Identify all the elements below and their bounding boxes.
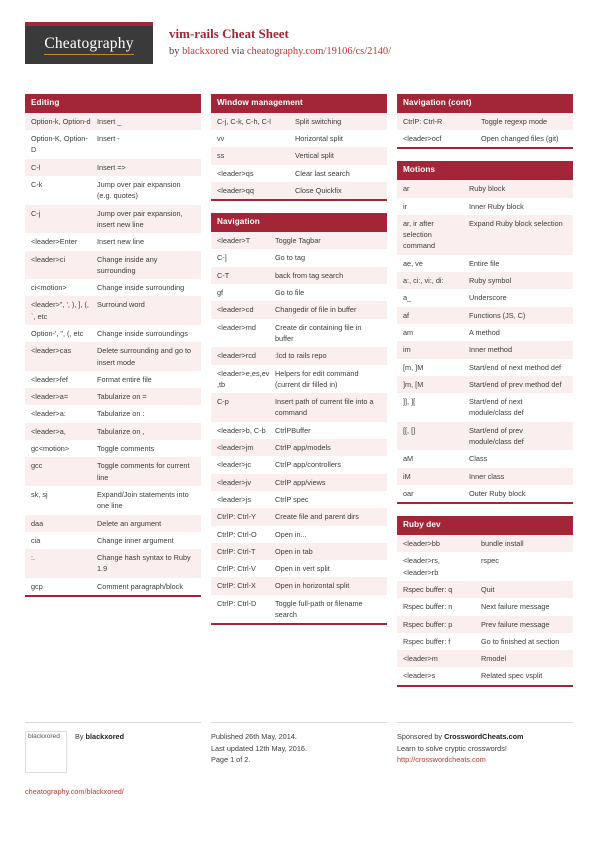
shortcut-key: ae, ve — [403, 258, 423, 268]
shortcut-description: Vertical split — [295, 151, 334, 161]
shortcut-key: Option-K, Option-D — [31, 134, 88, 155]
shortcut-key: CtrlP: Ctrl-V — [217, 564, 256, 574]
card-title: Editing — [25, 94, 201, 113]
shortcut-key: CtrlP: Ctrl-Y — [217, 512, 256, 522]
byline — [169, 44, 391, 59]
table-row — [25, 532, 201, 549]
shortcut-key: cia — [31, 535, 41, 545]
shortcut-key: ir — [403, 201, 408, 211]
shortcut-key: <leader>rcd — [217, 351, 256, 361]
card-ruby-dev — [397, 516, 573, 687]
shortcut-description: Ruby symbol — [469, 276, 512, 286]
shortcut-key: gcp — [31, 581, 43, 591]
author-profile-link[interactable]: cheatography.com/blackxored/ — [25, 787, 124, 796]
shortcut-key: C-j — [31, 208, 41, 218]
shortcut-key: CtrlP: Ctrl-D — [217, 598, 257, 608]
shortcut-key: a_ — [403, 293, 412, 303]
shortcut-description: Inner class — [469, 471, 505, 481]
shortcut-description: Helpers for edit command (current dir filled in) — [275, 368, 359, 389]
shortcut-description: Go to file — [275, 288, 305, 298]
shortcut-description: Toggle Tagbar — [275, 236, 321, 246]
shortcut-key: <leader>a: — [31, 409, 66, 419]
shortcut-key: <leader>", ', ), ], (, `, etc — [31, 300, 89, 321]
shortcut-description: Tabularize on = — [97, 392, 147, 402]
shortcut-key: Rspec buffer: p — [403, 619, 453, 629]
shortcut-key: iM — [403, 471, 411, 481]
shortcut-description: Split switching — [295, 116, 342, 126]
table-row — [25, 405, 201, 422]
table-row — [397, 422, 573, 451]
table-row — [397, 376, 573, 393]
shortcut-key: aM — [403, 454, 414, 464]
table-row — [211, 267, 387, 284]
table-row — [25, 423, 201, 440]
shortcut-description: Change inside surrounding — [97, 283, 185, 293]
shortcut-description: Close Quickfix — [295, 186, 342, 196]
shortcut-key: am — [403, 327, 414, 337]
shortcut-key: <leader>ocf — [403, 134, 442, 144]
shortcut-description: Insert => — [97, 162, 126, 172]
table-row — [211, 249, 387, 266]
shortcut-description: Related spec vsplit — [481, 671, 543, 681]
shortcut-description: Start/end of next method def — [469, 362, 562, 372]
shortcut-description: Change inside surroundings — [97, 329, 188, 338]
shortcut-key: C-k — [31, 180, 43, 190]
shortcut-key: af — [403, 310, 410, 320]
table-row — [397, 393, 573, 422]
table-row — [397, 616, 573, 633]
table-row — [211, 182, 387, 199]
shortcut-description: Surround word — [97, 300, 145, 310]
table-row — [25, 440, 201, 457]
table-row — [397, 289, 573, 306]
column-3 — [397, 94, 573, 699]
card-motions — [397, 161, 573, 504]
shortcut-key: a:, ci:, vi:, di: — [403, 276, 444, 286]
shortcut-key: C-p — [217, 397, 229, 407]
avatar: blackxored — [25, 731, 67, 773]
shortcut-key: daa — [31, 518, 44, 528]
shortcut-description: Inner Ruby block — [469, 201, 524, 211]
shortcut-key: CtrlP: Ctrl-O — [217, 529, 257, 539]
table-row — [211, 439, 387, 456]
table-row — [397, 485, 573, 502]
table-row — [211, 595, 387, 624]
table-row — [25, 205, 201, 234]
table-row — [25, 176, 201, 205]
shortcut-description: bundle install — [481, 539, 524, 549]
shortcut-key: sk, sj — [31, 489, 48, 499]
author-byline — [75, 731, 124, 743]
shortcut-key: ]], ][ — [403, 397, 416, 407]
shortcut-key: ]m, [M — [403, 379, 424, 389]
card-editing — [25, 94, 201, 597]
table-row — [397, 130, 573, 147]
table-row — [25, 251, 201, 280]
shortcut-key: [m, ]M — [403, 362, 424, 372]
page-number: Page 1 of 2. — [211, 755, 251, 765]
shortcut-key: <leader>s — [403, 671, 436, 681]
table-row — [211, 365, 387, 394]
table-row — [397, 535, 573, 552]
table-row — [25, 325, 201, 342]
shortcut-description: Create file and parent dirs — [275, 512, 359, 522]
shortcut-description: Jump over pair expansion (e.g. quotes) — [97, 180, 181, 201]
shortcut-key: <leader>jv — [217, 477, 252, 487]
shortcut-description: Toggle regexp mode — [481, 116, 548, 126]
table-row — [397, 255, 573, 272]
table-row — [25, 388, 201, 405]
table-row — [211, 422, 387, 439]
shortcut-key: gf — [217, 288, 224, 298]
shortcut-key: gc<motion> — [31, 444, 70, 454]
shortcut-description: Insert path of current file into a command — [275, 397, 374, 418]
shortcut-description: Entire file — [469, 258, 500, 268]
table-row — [397, 450, 573, 467]
table-row — [211, 284, 387, 301]
column-1 — [25, 94, 201, 609]
table-row — [397, 215, 573, 255]
table-row — [211, 474, 387, 491]
card-title: Ruby dev — [397, 516, 573, 535]
table-row — [211, 456, 387, 473]
shortcut-description: Expand/Join statements into one line — [97, 489, 189, 511]
shortcut-key: C-T — [217, 270, 230, 280]
shortcut-description: CtrlP app/models — [275, 443, 331, 453]
table-row — [211, 113, 387, 130]
byline-source-link[interactable]: cheatography.com/19106/cs/2140/ — [246, 45, 392, 57]
author-row — [25, 731, 201, 773]
shortcut-description: Rmodel — [481, 654, 507, 664]
shortcut-key: ss — [217, 151, 225, 161]
table-row — [397, 650, 573, 667]
shortcut-description: Start/end of next module/class def — [469, 397, 524, 418]
shortcut-description: Open in vert split — [275, 564, 330, 574]
shortcut-description: Start/end of prev method def — [469, 379, 562, 389]
table-row — [397, 552, 573, 581]
cheatography-logo[interactable] — [25, 22, 153, 64]
table-row — [211, 526, 387, 543]
shortcut-key: <leader>md — [217, 322, 256, 332]
footer-author-block — [25, 722, 201, 798]
shortcut-description: Underscore — [469, 293, 507, 303]
table-row — [397, 324, 573, 341]
updated-date: Last updated 12th May, 2016. — [211, 743, 308, 753]
shortcut-key: [[, [] — [403, 425, 416, 435]
table-row — [25, 113, 201, 130]
shortcut-description: CtrlP app/views — [275, 477, 326, 487]
footer-sponsor-block — [397, 722, 573, 798]
shortcut-key: Rspec buffer: f — [403, 636, 451, 646]
table-row — [211, 508, 387, 525]
shortcut-key: <leader>e,es,ev,tb — [217, 368, 270, 389]
card-title: Window management — [211, 94, 387, 113]
shortcut-key: <leader>jm — [217, 443, 254, 453]
shortcut-key: Option-', ", (, etc — [31, 329, 84, 338]
shortcut-description: :lcd to rails repo — [275, 351, 327, 361]
shortcut-description: Open in... — [275, 529, 307, 539]
shortcut-key: C-] — [217, 253, 227, 263]
table-row — [211, 147, 387, 164]
table-row — [397, 581, 573, 598]
table-row — [211, 232, 387, 249]
shortcut-key: <leader>qq — [217, 186, 254, 196]
shortcut-key: :. — [31, 553, 36, 563]
shortcut-description: A method — [469, 327, 500, 337]
shortcut-key: CtrlP: Ctrl-X — [217, 581, 256, 591]
shortcut-description: back from tag search — [275, 270, 344, 280]
shortcut-key: <leader>js — [217, 494, 252, 504]
shortcut-description: rspec — [481, 556, 499, 566]
shortcut-description: Start/end of prev module/class def — [469, 425, 524, 447]
byline-middle: via — [228, 45, 247, 57]
shortcut-key: CtrlP: Ctrl-R — [403, 116, 443, 126]
page-title: vim-rails Cheat Sheet — [169, 26, 289, 41]
byline-prefix: by — [169, 45, 183, 57]
shortcut-key: Rspec buffer: q — [403, 584, 453, 594]
shortcut-description: Toggle comments for current line — [97, 461, 190, 482]
table-row — [211, 347, 387, 364]
card-title: Motions — [397, 161, 573, 180]
column-container — [25, 94, 575, 699]
shortcut-key: C-l — [31, 162, 41, 172]
shortcut-description: Jump over pair expansion, insert new line — [97, 208, 183, 229]
shortcut-description: Delete surrounding and go to insert mode — [97, 346, 192, 367]
table-row — [25, 578, 201, 595]
shortcut-description: Change inside any surrounding — [97, 254, 158, 275]
shortcut-key: <leader>m — [403, 654, 438, 664]
page-footer — [25, 722, 575, 798]
shortcut-key: <leader>qs — [217, 168, 254, 178]
shortcut-description: Functions (JS, C) — [469, 310, 526, 320]
shortcut-description: CtrlP app/controllers — [275, 460, 341, 470]
shortcut-description: Delete an argument — [97, 518, 162, 528]
sponsor-tagline: Learn to solve cryptic crosswords! — [397, 743, 507, 753]
shortcut-description: CtrlP spec — [275, 494, 309, 504]
card-window-management — [211, 94, 387, 201]
shortcut-description: Open in horizontal split — [275, 581, 350, 591]
shortcut-description: Open in tab — [275, 546, 313, 556]
shortcut-key: <leader>Enter — [31, 237, 78, 247]
table-row — [397, 341, 573, 358]
table-row — [25, 549, 201, 578]
sponsor-name: CrosswordCheats.com — [444, 732, 524, 741]
shortcut-key: ci<motion> — [31, 283, 67, 293]
shortcut-key: <leader>bb — [403, 539, 440, 549]
table-row — [397, 667, 573, 684]
shortcut-key: C-j, C-k, C-h, C-l — [217, 116, 271, 126]
shortcut-description: Change hash syntax to Ruby 1.9 — [97, 553, 191, 574]
shortcut-description: Inner method — [469, 345, 512, 355]
shortcut-description: Change inner argument — [97, 535, 174, 545]
table-row — [25, 457, 201, 486]
published-date: Published 26th May, 2014. — [211, 732, 297, 741]
card-title: Navigation (cont) — [397, 94, 573, 113]
table-row — [397, 598, 573, 615]
card-navigation — [211, 213, 387, 625]
sponsor-prefix: Sponsored by — [397, 732, 445, 741]
shortcut-description: Tabularize on , — [97, 426, 145, 436]
card-navigation-cont — [397, 94, 573, 149]
table-row — [211, 393, 387, 422]
shortcut-description: Toggle comments — [97, 444, 155, 454]
shortcut-key: im — [403, 345, 411, 355]
shortcut-description: Format entire file — [97, 374, 152, 384]
table-row — [211, 301, 387, 318]
table-row — [397, 113, 573, 130]
shortcut-key: <leader>fef — [31, 374, 68, 384]
shortcut-description: Next failure message — [481, 602, 550, 612]
shortcut-description: Quit — [481, 584, 495, 594]
shortcut-description: CtrlPBuffer — [275, 425, 311, 435]
column-2 — [211, 94, 387, 637]
sponsor-url-link[interactable]: http://crosswordcheats.com — [397, 755, 486, 765]
table-row — [25, 342, 201, 371]
shortcut-key: <leader>cas — [31, 346, 72, 356]
table-row — [25, 233, 201, 250]
shortcut-key: <leader>T — [217, 236, 251, 246]
shortcut-description: Outer Ruby block — [469, 488, 526, 498]
shortcut-description: Comment paragraph/block — [97, 581, 183, 591]
shortcut-key: <leader>a, — [31, 426, 66, 436]
shortcut-description: Go to tag — [275, 253, 306, 263]
shortcut-key: Option-k, Option-d — [31, 116, 91, 126]
shortcut-key: ar, ir after selection command — [403, 218, 436, 251]
table-row — [211, 491, 387, 508]
table-row — [25, 279, 201, 296]
shortcut-key: <leader>a= — [31, 392, 69, 402]
table-row — [25, 296, 201, 325]
shortcut-description: Insert new line — [97, 237, 145, 247]
table-row — [397, 468, 573, 485]
table-row — [211, 130, 387, 147]
shortcut-key: ar — [403, 184, 410, 194]
table-row — [25, 515, 201, 532]
footer-publish-block — [211, 722, 387, 798]
shortcut-description: Changedir of file in buffer — [275, 305, 357, 315]
shortcut-description: Expand Ruby block selection — [469, 218, 563, 228]
shortcut-key: <leader>b, C-b — [217, 425, 266, 435]
logo-text: Cheatography — [44, 35, 133, 54]
table-row — [25, 130, 201, 159]
card-title: Navigation — [211, 213, 387, 232]
shortcut-key: oar — [403, 488, 414, 498]
shortcut-description: Prev failure message — [481, 619, 550, 629]
table-row — [397, 633, 573, 650]
shortcut-key: <leader>ci — [31, 254, 66, 264]
author-by-prefix: By — [75, 732, 86, 741]
sponsor-line — [397, 731, 573, 743]
shortcut-key: <leader>jc — [217, 460, 252, 470]
title-block — [153, 22, 391, 59]
shortcut-key: vv — [217, 134, 225, 144]
table-row — [211, 577, 387, 594]
shortcut-description: Go to finished at section — [481, 636, 560, 646]
page-header — [25, 0, 575, 84]
table-row — [397, 359, 573, 376]
byline-author-link[interactable]: blackxored — [182, 45, 229, 57]
table-row — [397, 307, 573, 324]
table-row — [211, 560, 387, 577]
author-name: blackxored — [85, 732, 125, 741]
shortcut-description: Tabularize on : — [97, 409, 145, 419]
table-row — [397, 180, 573, 197]
shortcut-key: <leader>rs, <leader>rb — [403, 556, 440, 577]
shortcut-description: Create dir containing file in buffer — [275, 322, 362, 343]
table-row — [25, 486, 201, 515]
table-row — [25, 371, 201, 388]
shortcut-description: Ruby block — [469, 184, 506, 194]
shortcut-key: <leader>cd — [217, 305, 254, 315]
shortcut-description: Insert _ — [97, 116, 122, 126]
shortcut-description: Insert - — [97, 134, 120, 144]
shortcut-description: Open changed files (git) — [481, 134, 559, 144]
table-row — [397, 198, 573, 215]
shortcut-key: gcc — [31, 461, 43, 471]
shortcut-key: CtrlP: Ctrl-T — [217, 546, 256, 556]
shortcut-description: Class — [469, 454, 488, 464]
table-row — [211, 319, 387, 348]
shortcut-description: Toggle full-path or filename search — [275, 598, 363, 619]
table-row — [397, 272, 573, 289]
shortcut-description: Clear last search — [295, 168, 350, 178]
table-row — [211, 543, 387, 560]
shortcut-description: Horizontal split — [295, 134, 343, 144]
shortcut-key: Rspec buffer: n — [403, 602, 453, 612]
table-row — [25, 159, 201, 176]
table-row — [211, 165, 387, 182]
